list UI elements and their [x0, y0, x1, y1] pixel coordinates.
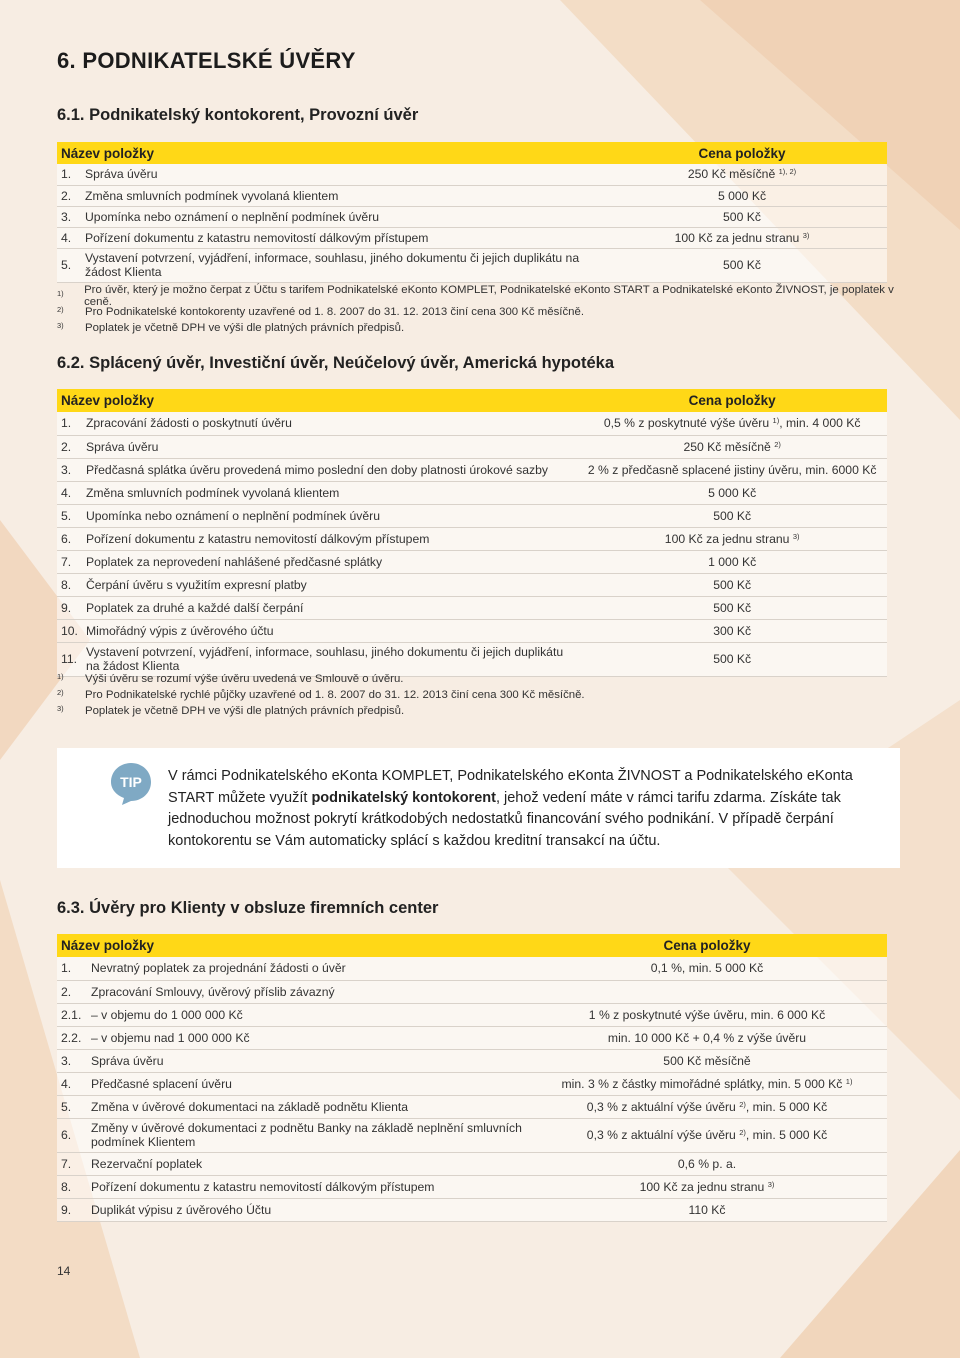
- tip-text-part: V rámci Podnikatelského eKonta KOMPLET, Podnikatelského eKonta ŽIVNOST a Podnikatelského eKonta START můžete využít: [168, 768, 853, 806]
- col-name-header: Název položky: [57, 389, 577, 412]
- row-item-name: – v objemu nad 1 000 000 Kč: [87, 1026, 527, 1049]
- row-number: 5.: [57, 1095, 87, 1118]
- row-number: 2.: [57, 435, 82, 458]
- row-number: 7.: [57, 550, 82, 573]
- price-text: 500 Kč: [713, 508, 752, 523]
- table-row: [57, 980, 887, 1003]
- table-header-row: [57, 142, 887, 164]
- row-item-name: – v objemu do 1 000 000 Kč: [87, 1003, 527, 1026]
- row-item-name: Změna smluvních podmínek vyvolaná klientem: [81, 185, 597, 206]
- footnote-ref: 3): [792, 531, 800, 541]
- row-price: [597, 227, 887, 248]
- footnote-mark: 1): [57, 289, 64, 298]
- price-text: 300 Kč: [713, 623, 752, 638]
- price-text: 1 % z poskytnuté výše úvěru, min. 6 000 Kč: [588, 1007, 826, 1022]
- price-text: 0,3 % z aktuální výše úvěru: [586, 1099, 736, 1114]
- footnote-ref: 2): [774, 439, 781, 449]
- row-number: 3.: [57, 206, 81, 227]
- price-text: min. 10 000 Kč + 0,4 % z výše úvěru: [607, 1030, 807, 1045]
- table-row: [57, 435, 887, 458]
- row-item-name: Vystavení potvrzení, vyjádření, informace, souhlasu, jiného dokumentu či jejich duplikátu na žádost Klienta: [81, 248, 597, 282]
- row-price: [527, 980, 887, 1003]
- section-1-heading: 6.1. Podnikatelský kontokorent, Provozní úvěr: [57, 106, 419, 124]
- row-number: 5.: [57, 504, 82, 527]
- table-row: [57, 957, 887, 980]
- table-row: [57, 164, 887, 185]
- row-price: [527, 1095, 887, 1118]
- price-text: 500 Kč měsíčně: [663, 1053, 751, 1068]
- row-item-name: Pořízení dokumentu z katastru nemovitostí dálkovým přístupem: [87, 1175, 527, 1198]
- section-1-table: [57, 142, 887, 283]
- col-name-header: Název položky: [57, 142, 597, 164]
- price-text: 0,1 %, min. 5 000 Kč: [650, 961, 764, 976]
- row-number: 4.: [57, 1072, 87, 1095]
- row-number: 8.: [57, 573, 82, 596]
- price-tail: , min. 5 000 Kč: [745, 1099, 828, 1114]
- table-row: [57, 550, 887, 573]
- row-number: 9.: [57, 596, 82, 619]
- col-price-header: Cena položky: [527, 934, 887, 957]
- footnote-text: Pro Podnikatelské rychlé půjčky uzavřené od 1. 8. 2007 do 31. 12. 2013 činí cena 300 Kč měsíčně.: [85, 689, 585, 701]
- row-item-name: Poplatek za druhé a každé další čerpání: [82, 596, 577, 619]
- row-price: [527, 1072, 887, 1095]
- row-item-name: Duplikát výpisu z úvěrového Účtu: [87, 1198, 527, 1221]
- row-number: 6.: [57, 527, 82, 550]
- price-text: 100 Kč za jednu stranu: [664, 531, 790, 546]
- section-3-heading: 6.3. Úvěry pro Klienty v obsluze firemních center: [57, 899, 439, 917]
- table-row: [57, 1198, 887, 1221]
- price-text: 250 Kč měsíčně: [687, 167, 776, 182]
- row-item-name: Mimořádný výpis z úvěrového účtu: [82, 619, 577, 642]
- table-row: [57, 185, 887, 206]
- table-row: [57, 1049, 887, 1072]
- row-number: 7.: [57, 1152, 87, 1175]
- table-row: [57, 527, 887, 550]
- row-item-name: Změna smluvních podmínek vyvolaná klientem: [82, 481, 577, 504]
- row-number: 1.: [57, 164, 81, 185]
- row-number: 4.: [57, 227, 81, 248]
- footnote-text: Pro Podnikatelské kontokorenty uzavřené od 1. 8. 2007 do 31. 12. 2013 činí cena 300 Kč měsíčně.: [85, 306, 584, 318]
- footnote: [57, 687, 897, 703]
- row-price: [577, 435, 887, 458]
- table-row: [57, 1118, 887, 1152]
- footnote-mark: 1): [57, 672, 64, 681]
- table-row: [57, 227, 887, 248]
- price-text: 0,3 % z aktuální výše úvěru: [586, 1128, 736, 1142]
- table-row: [57, 504, 887, 527]
- row-item-name: Upomínka nebo oznámení o neplnění podmínek úvěru: [81, 206, 597, 227]
- footnote-ref: 1), 2): [778, 167, 797, 177]
- price-text: 500 Kč: [723, 258, 761, 272]
- row-number: 9.: [57, 1198, 87, 1221]
- footnote-mark: 3): [57, 321, 64, 330]
- footnote: [57, 671, 897, 687]
- row-item-name: Pořízení dokumentu z katastru nemovitostí dálkovým přístupem: [81, 227, 597, 248]
- price-text: 1 000 Kč: [708, 554, 757, 569]
- table-header-row: [57, 389, 887, 412]
- col-price-header: Cena položky: [577, 389, 887, 412]
- price-tail: , min. 4 000 Kč: [779, 416, 861, 431]
- table-row: [57, 412, 887, 435]
- row-item-name: Poplatek za neprovedení nahlášené předčasné splátky: [82, 550, 577, 573]
- table-header-row: [57, 934, 887, 957]
- row-item-name: Pořízení dokumentu z katastru nemovitostí dálkovým přístupem: [82, 527, 577, 550]
- table-row: [57, 481, 887, 504]
- row-price: [577, 458, 887, 481]
- price-text: 0,6 % p. a.: [677, 1156, 737, 1171]
- table-row: [57, 1152, 887, 1175]
- row-number: 4.: [57, 481, 82, 504]
- row-price: [527, 1003, 887, 1026]
- row-item-name: Správa úvěru: [82, 435, 577, 458]
- row-number: 3.: [57, 1049, 87, 1072]
- price-text: 500 Kč: [713, 652, 752, 666]
- footnote-ref: 1): [772, 416, 780, 426]
- footnote-ref: 2): [739, 1128, 746, 1137]
- row-number: 1.: [57, 957, 87, 980]
- page-title: 6. PODNIKATELSKÉ ÚVĚRY: [57, 48, 356, 73]
- section-3-table: [57, 934, 887, 1222]
- table-row: [57, 458, 887, 481]
- tip-badge-label: TIP: [120, 774, 142, 790]
- table-row: [57, 1072, 887, 1095]
- row-price: [597, 185, 887, 206]
- row-price: [577, 619, 887, 642]
- row-item-name: Zpracování žádosti o poskytnutí úvěru: [82, 412, 577, 435]
- row-item-name: Předčasná splátka úvěru provedená mimo poslední den doby platnosti úrokové sazby: [82, 458, 577, 481]
- price-tail: , min. 5 000 Kč: [745, 1128, 828, 1142]
- row-price: [577, 504, 887, 527]
- price-text: 100 Kč za jednu stranu: [639, 1179, 765, 1194]
- row-number: 5.: [57, 248, 81, 282]
- row-item-name: Správa úvěru: [81, 164, 597, 185]
- section-2-heading: 6.2. Splácený úvěr, Investiční úvěr, Neúčelový úvěr, Americká hypotéka: [57, 354, 615, 372]
- footnote: [57, 284, 897, 308]
- row-item-name: Změny v úvěrové dokumentaci z podnětu Banky na základě neplnění smluvních podmínek Klientem: [87, 1118, 527, 1152]
- row-item-name: Zpracování Smlouvy, úvěrový příslib závazný: [87, 980, 527, 1003]
- row-number: 2.1.: [57, 1003, 87, 1026]
- footnote-ref: 3): [767, 1179, 775, 1189]
- table-row: [57, 619, 887, 642]
- footnote: [57, 703, 897, 719]
- table-row: [57, 596, 887, 619]
- price-text: min. 3 % z částky mimořádné splátky, min. 5 000 Kč: [561, 1076, 843, 1091]
- footnote-ref: 2): [739, 1099, 746, 1109]
- price-text: 500 Kč: [713, 600, 752, 615]
- row-item-name: Upomínka nebo oznámení o neplnění podmínek úvěru: [82, 504, 577, 527]
- table-row: [57, 1026, 887, 1049]
- row-price: [597, 248, 887, 282]
- footnote-text: Poplatek je včetně DPH ve výši dle platných právních předpisů.: [85, 705, 405, 717]
- row-price: [577, 596, 887, 619]
- row-item-name: Vystavení potvrzení, vyjádření, informace, souhlasu, jiného dokumentu či jejich duplikátu na žádost Klienta: [82, 642, 577, 676]
- row-item-name: Rezervační poplatek: [87, 1152, 527, 1175]
- footnote-text: Výši úvěru se rozumí výše úvěru uvedená ve Smlouvě o úvěru.: [85, 673, 404, 685]
- row-price: [527, 1152, 887, 1175]
- row-price: [527, 1118, 887, 1152]
- page-number: 14: [57, 1264, 71, 1278]
- section-1-footnotes: [57, 284, 897, 336]
- footnote-text: Poplatek je včetně DPH ve výši dle platných právních předpisů.: [85, 322, 405, 334]
- row-item-name: Čerpání úvěru s využitím expresní platby: [82, 573, 577, 596]
- row-price: [597, 164, 887, 185]
- table-row: [57, 206, 887, 227]
- price-text: 500 Kč: [713, 577, 752, 592]
- price-text: 0,5 % z poskytnuté výše úvěru: [603, 416, 770, 431]
- row-price: [577, 412, 887, 435]
- price-text: 5 000 Kč: [708, 485, 757, 500]
- footnote-mark: 2): [57, 688, 64, 697]
- table-row: [57, 573, 887, 596]
- price-text: 5 000 Kč: [717, 188, 767, 203]
- tip-badge-icon: [108, 760, 154, 806]
- price-text: 2 % z předčasně splacené jistiny úvěru, min. 6000 Kč: [587, 462, 877, 477]
- col-name-header: Název položky: [57, 934, 527, 957]
- row-number: 3.: [57, 458, 82, 481]
- footnote-ref: 1): [845, 1076, 853, 1086]
- row-price: [527, 1198, 887, 1221]
- row-number: 11.: [57, 642, 82, 676]
- row-price: [527, 957, 887, 980]
- row-number: 2.: [57, 185, 81, 206]
- table-row: [57, 248, 887, 282]
- row-number: 8.: [57, 1175, 87, 1198]
- row-price: [597, 206, 887, 227]
- footnote: [57, 320, 897, 336]
- row-price: [527, 1049, 887, 1072]
- row-price: [577, 527, 887, 550]
- row-price: [527, 1026, 887, 1049]
- row-number: 2.2.: [57, 1026, 87, 1049]
- table-row: [57, 1095, 887, 1118]
- footnote-mark: 2): [57, 305, 64, 314]
- footnote-ref: 3): [802, 230, 810, 240]
- row-price: [577, 573, 887, 596]
- section-2-table: [57, 389, 887, 677]
- price-text: 500 Kč: [723, 209, 761, 224]
- price-text: 110 Kč: [688, 1202, 726, 1217]
- row-price: [527, 1175, 887, 1198]
- price-text: 100 Kč za jednu stranu: [674, 230, 800, 245]
- row-number: 2.: [57, 980, 87, 1003]
- row-item-name: Změna v úvěrové dokumentaci na základě podnětu Klienta: [87, 1095, 527, 1118]
- row-price: [577, 550, 887, 573]
- row-item-name: Předčasné splacení úvěru: [87, 1072, 527, 1095]
- col-price-header: Cena položky: [597, 142, 887, 164]
- section-2-footnotes: [57, 671, 897, 719]
- footnote-text: Pro úvěr, který je možno čerpat z Účtu s tarifem Podnikatelské eKonto KOMPLET, Podnikatelské eKonto START a Podnikatelské eKonto ŽIVNOST, je poplatek v ceně.: [84, 284, 894, 308]
- table-row: [57, 1175, 887, 1198]
- row-number: 1.: [57, 412, 82, 435]
- row-price: [577, 481, 887, 504]
- row-number: 10.: [57, 619, 82, 642]
- row-number: 6.: [57, 1118, 87, 1152]
- tip-text: [168, 766, 896, 852]
- tip-text-part: , jehož vedení máte v rámci tarifu zdarma. Získáte tak jednoduchou možnost pokrytí krátkodobých nedostatků financování svého podnikání. V případě čerpání kontokorentu se Vám automaticky splácí s každou kreditní transakcí na účtu.: [168, 789, 841, 849]
- price-text: 250 Kč měsíčně: [683, 439, 771, 454]
- table-row: [57, 1003, 887, 1026]
- tip-text-bold: podnikatelský kontokorent: [311, 789, 496, 806]
- row-item-name: Správa úvěru: [87, 1049, 527, 1072]
- row-item-name: Nevratný poplatek za projednání žádosti o úvěr: [87, 957, 527, 980]
- footnote-mark: 3): [57, 704, 64, 713]
